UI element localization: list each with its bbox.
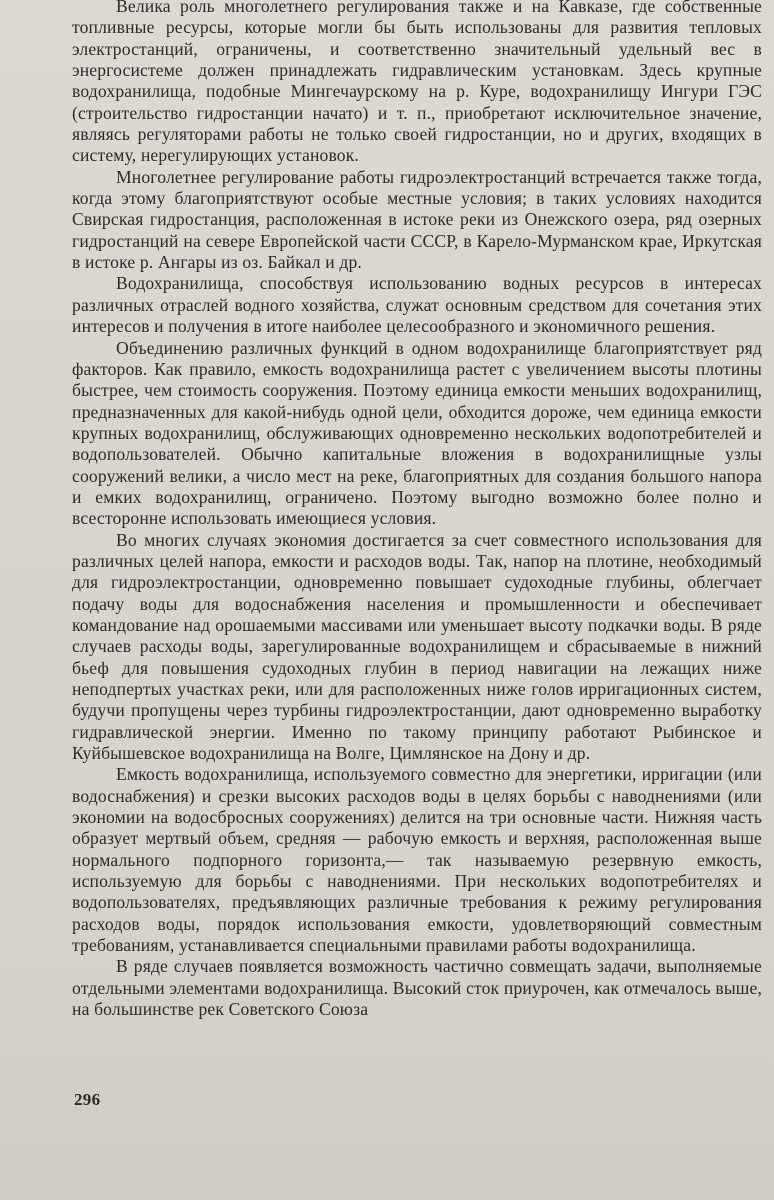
paragraph: Объединению различных функций в одном водохранилище благоприятствует ряд факторов. Как правило, емкость водохранилища растет с увеличением высоты плотины быстрее, чем стоимость сооружения. Поэтому единица емкости меньших водохранилищ, предназначенных для какой-нибудь одной цели, обходится дороже, чем единица емкости крупных водохранилищ, обслуживающих одновременно нескольких водопотребителей и водопользователей. Обычно капитальные вложения в водохранилищные узлы сооружений велики, а число мест на реке, благоприятных для создания большого напора и емких водохранилищ, ограничено. Поэтому выгодно возможно более полно и всесторонне использовать имеющиеся условия. [72,337,762,529]
paragraph: Емкость водохранилища, используемого совместно для энергетики, ирригации (или водоснабжения) и срезки высоких расходов воды в целях борьбы с наводнениями (или экономии на водосбросных сооружениях) делится на три основные части. Нижняя часть образует мертвый объем, средняя — рабочую емкость и верхняя, расположенная выше нормального подпорного горизонта,— так называемую резервную емкость, используемую для борьбы с наводнениями. При нескольких водопотребителях и водопользователях, предъявляющих различные требования к режиму регулирования расходов воды, порядок использования емкости, удовлетворяющий совместным требованиям, устанавливается специальными правилами работы водохранилища. [72,764,762,956]
paragraph: Велика роль многолетнего регулирования также и на Кавказе, где собственные топливные ресурсы, которые могли бы быть использованы для развития тепловых электростанций, ограничены, и соответственно значительный удельный вес в энергосистеме должен принадлежать гидравлическим установкам. Здесь крупные водохранилища, подобные Мингечаурскому на р. Куре, водохранилищу Ингури ГЭС (строительство гидростанции начато) и т. п., приобретают исключительное значение, являясь регуляторами работы не только своей гидростанции, но и других, входящих в систему, нерегулирующих установок. [72,0,762,166]
paragraph: Водохранилища, способствуя использованию водных ресурсов в интересах различных отраслей водного хозяйства, служат основным средством для сочетания этих интересов и получения в итоге наиболее целесообразного и экономичного решения. [72,273,762,337]
body-text [72,0,762,1021]
paragraph: Многолетнее регулирование работы гидроэлектростанций встречается также тогда, когда этому благоприятствуют особые местные условия; в таких условиях находится Свирская гидростанция, расположенная в истоке реки из Онежского озера, ряд озерных гидростанций на севере Европейской части СССР, в Карело-Мурманском крае, Иркутская в истоке р. Ангары из оз. Байкал и др. [72,166,762,273]
paragraph: В ряде случаев появляется возможность частично совмещать задачи, выполняемые отдельными элементами водохранилища. Высокий сток приурочен, как отмечалось выше, на большинстве рек Советского Союза [72,956,762,1020]
paragraph: Во многих случаях экономия достигается за счет совместного использования для различных целей напора, емкости и расходов воды. Так, напор на плотине, необходимый для гидроэлектростанции, одновременно повышает судоходные глубины, облегчает подачу воды для водоснабжения населения и промышленности и обеспечивает командование над орошаемыми массивами или уменьшает высоту подкачки воды. В ряде случаев расходы воды, зарегулированные водохранилищем и сбрасываемые в нижний бьеф для повышения судоходных глубин в период навигации на лежащих ниже неподпертых участках реки, или для расположенных ниже голов ирригационных систем, будучи пропущены через турбины гидроэлектростанции, дают одновременно выработку гидравлической энергии. Именно по такому принципу работают Рыбинское и Куйбышевское водохранилища на Волге, Цимлянское на Дону и др. [72,529,762,764]
page-number: 296 [74,1090,101,1109]
